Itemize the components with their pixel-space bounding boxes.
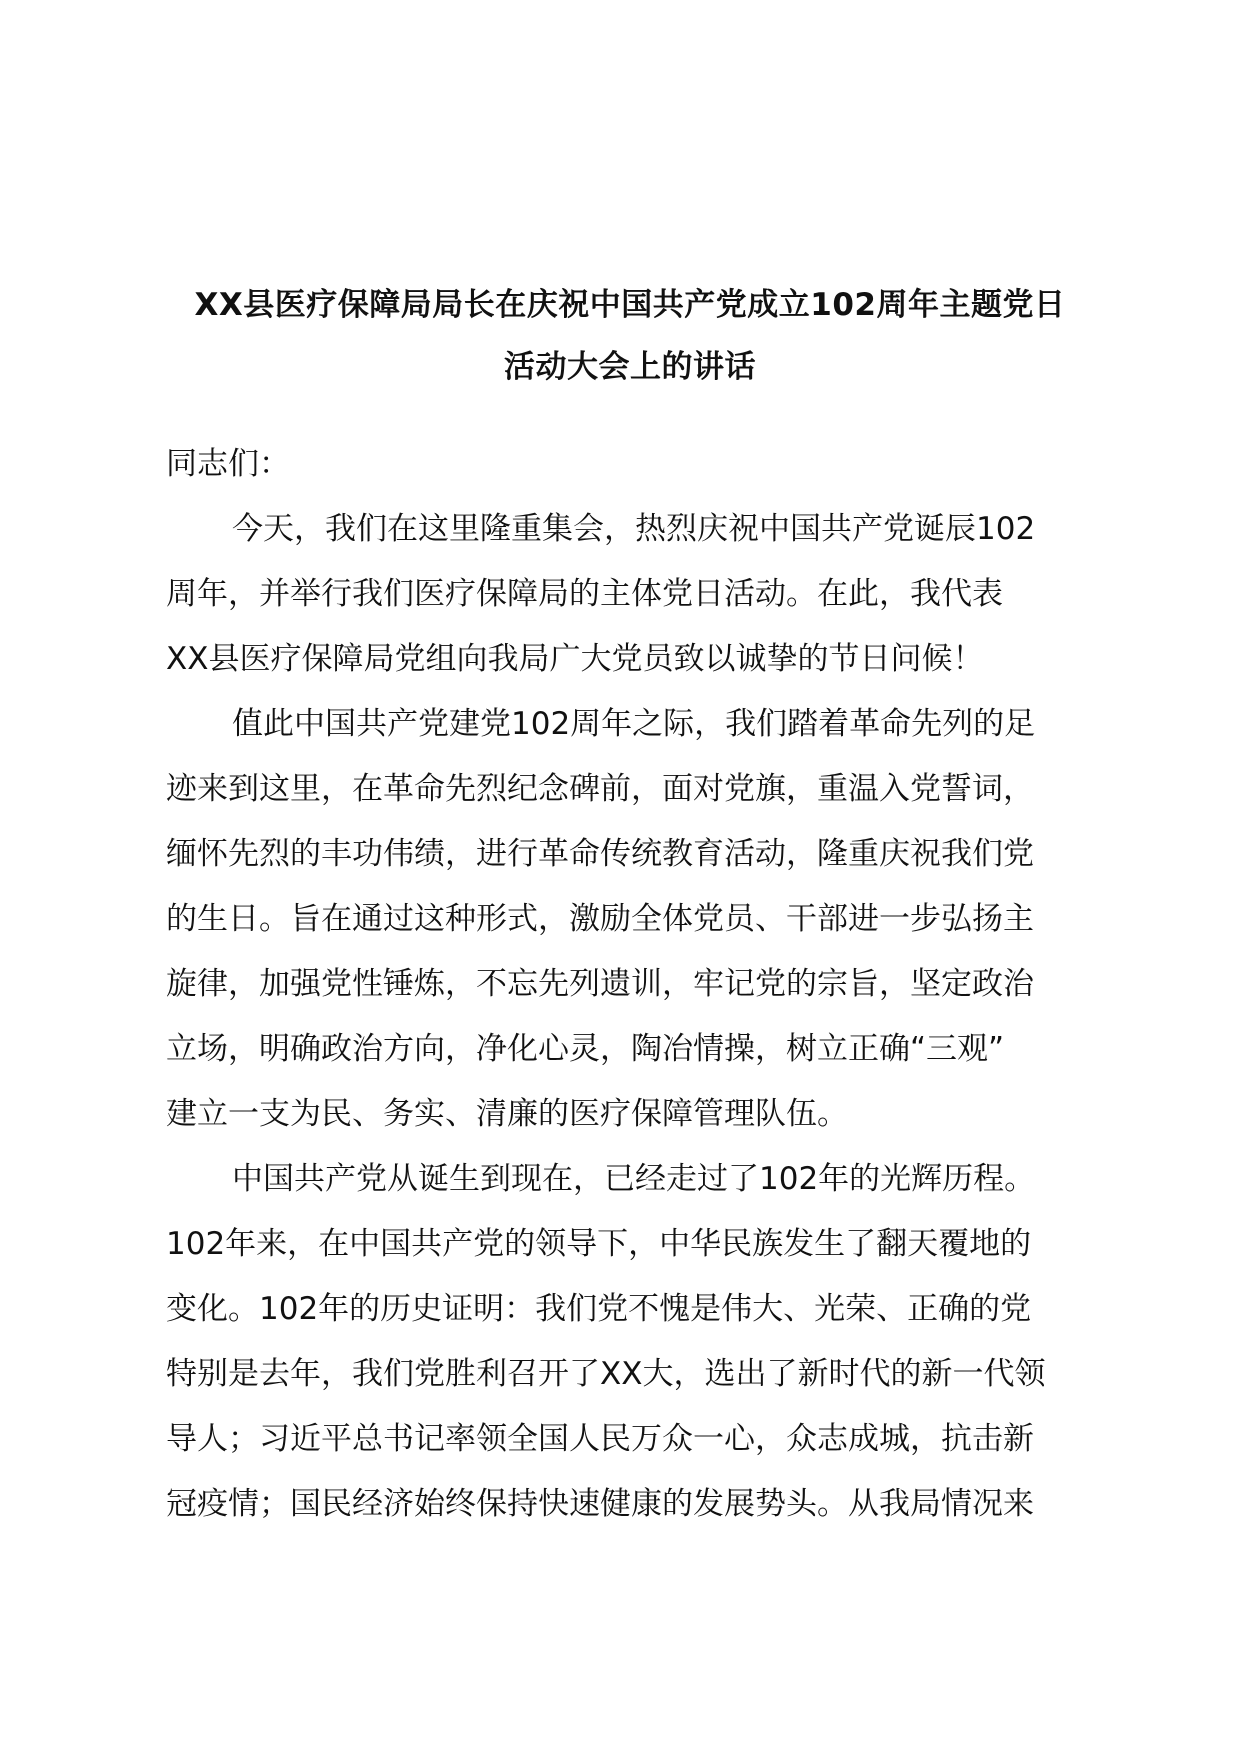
- paragraph-line: 迹来到这里，在革命先烈纪念碑前，面对党旗，重温入党誓词，: [166, 771, 1034, 807]
- title-line-1: XX县医疗保障局局长在庆祝中国共产党成立102周年主题党日: [194, 287, 1066, 323]
- paragraph-line: 周年，并举行我们医疗保障局的主体党日活动。在此，我代表: [166, 576, 1003, 612]
- paragraph-line: 建立一支为民、务实、清廉的医疗保障管理队伍。: [166, 1096, 848, 1132]
- document-title: [150, 274, 1110, 398]
- paragraph-line: 缅怀先烈的丰功伟绩，进行革命传统教育活动，隆重庆祝我们党: [166, 836, 1034, 872]
- paragraph-2: [166, 692, 1116, 1147]
- paragraph-line: 变化。102年的历史证明：我们党不愧是伟大、光荣、正确的党: [166, 1291, 1032, 1327]
- paragraph-line: 中国共产党从诞生到现在，已经走过了102年的光辉历程。: [232, 1161, 1036, 1197]
- title-line-2: 活动大会上的讲话: [504, 349, 756, 385]
- paragraph-line: 立场，明确政治方向，净化心灵，陶冶情操，树立正确“三观”: [166, 1031, 1005, 1067]
- paragraph-line: XX县医疗保障局党组向我局广大党员致以诚挚的节日问候！: [166, 641, 984, 677]
- paragraph-line: 特别是去年，我们党胜利召开了XX大，选出了新时代的新一代领: [166, 1356, 1046, 1392]
- paragraph-3: [166, 1147, 1116, 1537]
- document-body: [166, 432, 1116, 1537]
- paragraph-line: 的生日。旨在通过这种形式，激励全体党员、干部进一步弘扬主: [166, 901, 1034, 937]
- paragraph-1: [166, 497, 1116, 692]
- paragraph-line: 值此中国共产党建党102周年之际，我们踏着革命先列的足: [232, 706, 1036, 742]
- paragraph-line: 冠疫情；国民经济始终保持快速健康的发展势头。从我局情况来: [166, 1486, 1034, 1522]
- paragraph-line: 导人；习近平总书记率领全国人民万众一心，众志成城，抗击新: [166, 1421, 1034, 1457]
- salutation: 同志们：: [166, 446, 290, 482]
- paragraph-line: 今天，我们在这里隆重集会，热烈庆祝中国共产党诞辰102: [232, 511, 1036, 547]
- paragraph-line: 102年来，在中国共产党的领导下，中华民族发生了翻天覆地的: [166, 1226, 1032, 1262]
- paragraph-line: 旋律，加强党性锤炼，不忘先列遗训，牢记党的宗旨，坚定政治: [166, 966, 1034, 1002]
